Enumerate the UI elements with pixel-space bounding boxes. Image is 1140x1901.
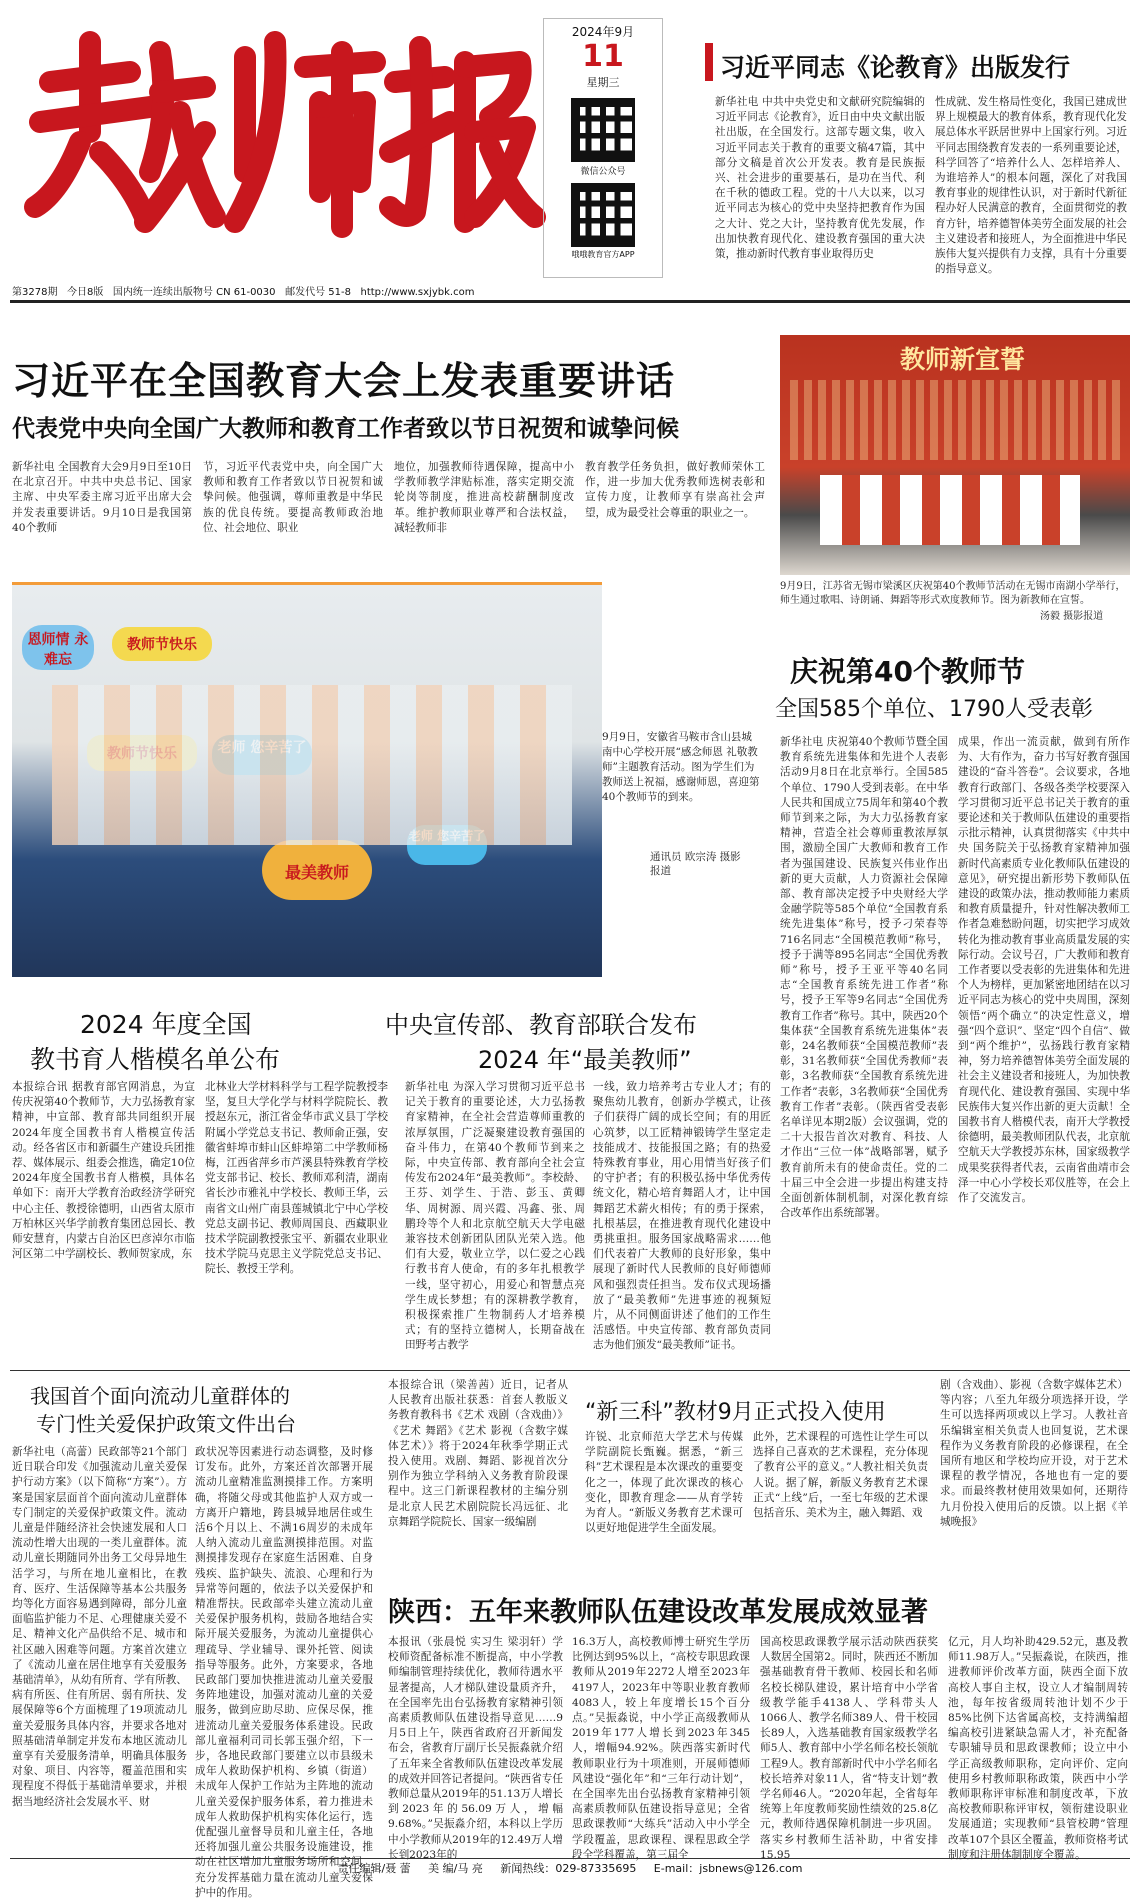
- students-credit: 通讯员 欧宗涛 摄影报道: [650, 851, 741, 877]
- oath-credit: 汤毅 摄影报道: [1040, 611, 1104, 622]
- oath-banner-text: 教师新宣誓: [900, 345, 1026, 374]
- oath-teachers: [820, 475, 1080, 545]
- issue-day: 11: [582, 39, 624, 74]
- postal-code: 邮发代号 51-8: [285, 287, 351, 298]
- wechat-qr-icon[interactable]: [571, 98, 635, 162]
- festival-col2: 成果，作出一流贡献，做到有所作为、大有作为，奋力书写好教育强国建设的“奋斗答卷”。会议要求，各地教育行政部门、各级各类学校要深入学习贯彻习近平总书记关于教育的重要论述和关于教师队伍建设的重要指示批示精神，认真贯彻落实《中共中央 国务院关于弘扬教育家精神加强新时代高素质专业化教师队伍建设的意见》，研究提出新形势下教师队伍建设的政策办法，推动教师能力素质和教育质量提升，针对性解决教师工作者急难愁盼问题，切实把学习成效转化为推动教育事业高质量发展的实际行动。会议号召，广大教师和教育工作者要以受表彰的先进集体和先进个人为榜样，更加紧密地团结在以习近平同志为核心的党中央周围，深刻领悟“两个确立”的决定性意义，增强“四个意识”、坚定“四个自信”、做到“两个维护”，弘扬践行教育家精神，努力培养德智体美劳全面发展的社会主义建设者和接班人，为加快教育现代化、建设教育强国、实现中华民族伟大复兴作出新的更大贡献！全国教书育人楷模代表，南开大学教授徐德明，最美教师团队代表，北京航空航天大学教授苏东林，国家级教学成果奖获得者代表，云南省曲靖市会泽一中心小学校长邓仪胜等，在会上作了交流发言。: [958, 736, 1130, 1205]
- sign-1: 恩师情 永难忘: [22, 625, 94, 670]
- top-story-col2: 性成就、发生格局性变化，我国已建成世界上规模最大的教育体系，教育现代化发展总体水平跃居世界中上国家行列。习近平同志围绕教育发表的一系列重要论述，科学回答了“培养什么人、怎样培养人、为谁培养人”的根本问题，深化了对我国教育事业的规律性认识，对于新时代新征程办好人民满意的教育，全面贯彻党的教育方针，培养德智体美劳全面发展的社会主义建设者和接班人，为全面推进中华民族伟大复兴提供有力支撑，具有十分重要的指导意义。: [935, 96, 1127, 276]
- students-caption: 9月9日，安徽省马鞍市含山县城南中心学校开展“感念师恩 礼敬教师”主题教育活动。图为学生们为教师送上祝福，感谢师恩，喜迎第40个教师节的到来。: [602, 731, 760, 803]
- model-title-2: 教书育人楷模名单公布: [30, 1045, 281, 1074]
- title-marker: [705, 43, 713, 81]
- lead-col4: 教育教学任务负担，做好教师荣休工作，进一步加大优秀教师选树表彰和宣传力度，让教师享有崇高社会声望，成为最受社会尊重的职业之一。: [585, 461, 765, 519]
- lead-subtitle: 代表党中央向全国广大教师和教育工作者致以节日祝贺和诚挚问候: [12, 416, 679, 442]
- model-col1: 本报综合讯 据教育部官网消息，为宣传庆祝第40个教师节，大力弘扬教育家精神，中宣部、教育部共同组织开展2024年度全国教书育人楷模宣传活动。经各省区市和新疆生产建设兵团推荐、媒体展示、组委会推选，确定10位2024年度全国教书育人楷模，具体名单如下：南开大学教育治政经济学研究中心主任、教授徐德明，山西省太原市万柏林区兴华学前教育集团总园长、教师安慧育，内蒙古自治区巴彦淖尔市临河区第二中学副校长、教师贺家成，东: [12, 1081, 195, 1261]
- shaanxi-col4: 亿元，月人均补助429.52元，惠及教师11.98万人。”吴振淼说，在陕西，推进教师评价改革方面，陕西全面下放高校人事自主权，设立人才编制周转池，每年按省级周转池计划不少于85%比例下达省属高校，支持满编超编高校引进紧缺急需人才，补充配备专职辅导员和思政课教师；设立中小学正高级教师职称，定向评价、定向使用乡村教师职称政策，陕西中小学教师职称评审标准和制度改革，下放高校教师职称评审权，领衔建设职业发展通道；实现教师“县管校聘”管理改革107个县区全覆盖，教师资格考试制度和注册体制制度全覆盖。: [948, 1636, 1128, 1861]
- model-col2: 北林业大学材料科学与工程学院教授李坚，复旦大学化学与材料学院院长、教授赵东元，浙江省金华市武义县丁学校附属小学党总支书记、教师俞正强，安徽省蚌埠市蚌山区蚌埠第二中学教师杨梅，江西省萍乡市芦溪县特殊教育学校党支部书记、校长、教师邓利清，湖南省长沙市雅礼中学校长、教师王华，云南省文山州广南县莲城镇北宁中心学校党总支副书记、教师周国良、西藏职业技术学院副教授张宝平、新疆农业职业技术学院马克思主义学院党总支书记、院长、教授王学利。: [205, 1081, 388, 1276]
- children-col2: 政状况等因素进行动态调整，及时修订发布。此外，方案还首次部署开展流动儿童精准监测摸排工作。方案明确，将随父母或其他监护人双方或一方离开户籍地，跨县城异地居住或生活6个月以上、不满16周岁的未成年人纳入流动儿童监测摸排范围。对监测摸排发现存在家庭生活困难、自身残疾、监护缺失、流浪、心理和行为异常等问题的，依法予以关爱保护和精准帮扶。民政部牵头建立流动儿童关爱保护服务机构，鼓励各地结合实际开展关爱服务，为流动儿童提供心理疏导、学业辅导、课外托管、阅读指导等服务。此外，方案要求，各地民政部门要加快推进流动儿童关爱服务阵地建设，加强对流动儿童的关爱服务，做到应助尽助、应保尽保，推进流动儿童关爱服务体系建设。民政部儿童福利司司长郭玉强介绍，下一步，各地民政部门要建立以市县级未成年人救助保护机构、乡镇（街道）未成年人保护工作站为主阵地的流动儿童关爱保护服务体系，着力推进未成年人救助保护机构实体化运行，选优配强儿童督导员和儿童主任，各地还将加强儿童公共服务设施建设，推动在社区增加儿童服务场所和空间，充分发挥基础力量在流动儿童关爱保护中的作用。: [195, 1446, 373, 1899]
- lead-title: 习近平在全国教育大会上发表重要讲话: [12, 359, 676, 403]
- issue-date: 2024年9月: [571, 25, 635, 39]
- best-title-1: 中央宣传部、教育部联合发布: [385, 1011, 697, 1039]
- sanke-col1: 本报综合讯（梁善茜）近日，记者从人民教育出版社获悉：首套人教版义务教育教科书《艺术 戏剧（含戏曲）》《艺术 舞蹈》《艺术 影视（含数字媒体艺术）》将于2024年秋季学期正式投入使用。戏剧、舞蹈、影视首次分别作为独立学科纳入义务教育阶段课程中。这三门新课程教材的主编分别是北京人民艺术剧院院长冯远征、北京舞蹈学院院长、国家一级编剧: [388, 1379, 568, 1528]
- best-col1: 新华社电 为深入学习贯彻习近平总书记关于教育的重要论述，大力弘扬教育家精神，在全社会营造尊师重教的浓厚氛围，广泛凝聚建设教育强国的奋斗伟力，在第40个教师节到来之际，中央宣传部、教育部向全社会宣传发布2024年“最美教师”。李校龄、王芬、刘学生、于浩、彭玉、黄卿华、周树源、周兴霞、冯鑫、张、周鹏玲等个人和北京航空航天大学电磁兼容技术创新团队团队光荣入选。他们有大爱，敬业立学，以仁爱之心践行教书育人使命，有的多年扎根教学一线，坚守初心，用爱心和智慧点亮学生成长梦想；有的深耕教学教育，积极探索推广生物制药人才培养模式；有的坚持立德树人，长期奋战在田野考古教学: [405, 1081, 585, 1352]
- festival-col1: 新华社电 庆祝第40个教师节暨全国教育系统先进集体和先进个人表彰活动9月8日在北京举行。全国585个单位、1790人受到表彰。在中华人民共和国成立75周年和第40个教师节到来之际，为大力弘扬教育家精神，营造全社会尊师重教浓厚氛围，激励全国广大教师和教育工作者为强国建设、民族复兴伟业作出新的更大贡献，人力资源社会保障部、教育部决定授予中央财经大学金融学院等585个单位“全国教育系统先进集体”称号，授予刁荣春等716名同志“全国模范教师”称号，授予于满等895名同志“全国优秀教师”称号，授予王亚平等40名同志“全国教育系统先进工作者”称号，授予王军等9名同志“全国优秀教育工作者”称号。其中，陕西20个集体获“全国教育系统先进集体”表彰，24名教师获“全国模范教师”表彰，31名教师获“全国优秀教师”表彰，3名教师获“全国教育系统先进工作者”表彰，3名教师获“全国优秀教育工作者”表彰。（陕西省受表彰名单详见本期2版）会议强调，党的二十大报告首次对教育、科技、人才作出“三位一体”战略部署，赋予教育前所未有的使命责任。党的二十届三中全会进一步提出构建支持全面创新体制机制，对深化教育综合改革作出系统部署。: [780, 736, 948, 1220]
- page-count: 今日8版: [67, 287, 104, 298]
- footer-designer: 美 编/马 亮: [428, 1862, 483, 1875]
- sanke-title: “新三科”教材9月正式投入使用: [585, 1400, 886, 1425]
- shaanxi-title: 陕西：五年来教师队伍建设改革发展成效显著: [388, 1597, 928, 1628]
- top-story-col1: 新华社电 中共中央党史和文献研究院编辑的习近平同志《论教育》，近日由中央文献出版社出版，在全国发行。这部专题文集，收入习近平同志关于教育的重要文稿47篇，其中部分文稿是首次公开发表。教育是民族振兴、社会进步的重要基石，是功在当代、利在千秋的德政工程。党的十八大以来，以习近平同志为核心的党中央坚持把教育作为国之大计、党之大计，坚持教育优先发展，作出加快教育现代化、建设教育强国的重大决策，推动新时代教育事业取得历史: [715, 96, 925, 261]
- issue-line: [12, 283, 542, 298]
- shaanxi-col3: 国高校思政课教学展示活动陕西获奖人数居全国第2。同时，陕西还不断加强基础教育骨干教师、校园长和名师名校长梯队建设，累计培育中小学省级教学能手4138人、学科带头人1066人、教学名师389人、骨干校园长89人，入选基础教育国家级教学名师5人、教育部中小学名师名校长领航工程9人。教育部新时代中小学名师名校长培养对象11人，省“特支计划”教学名师46人。“2020年起，全省每年统筹上年度教师奖励性绩效的25.8亿元，教师待遇保障机制进一步巩固。落实乡村教师生活补助，中省安排15.95: [760, 1636, 938, 1861]
- children-col1: 新华社电（高蕾）民政部等21个部门近日联合印发《加强流动儿童关爱保护行动方案》（以下简称“方案”）。方案是国家层面首个面向流动儿童群体专门制定的关爱保护政策文件。流动儿童是伴随经济社会快速发展和人口流动性增大出现的一类儿童群体。流动儿童长期随同外出务工父母异地生活学习，与所在地儿童相比，在教育、医疗、生活保障等基本公共服务均等化方面容易遇到障碍，部分儿童面临监护能力不足、心理健康关爱不足、精神文化产品供给不足、城市和社区融入困难等问题。方案首次建立了《流动儿童在居住地享有关爱服务基础清单》，从幼有所育、学有所教、病有所医、住有所居、弱有所扶、发展保障等6个方面梳理了19项流动儿童关爱服务具体内容，并要求各地对照基础清单制定并发布本地区流动儿童享有关爱服务清单，明确具体服务对象、项目、内容等，覆盖范围和实现程度不得低于基础清单要求，并根据当地经济社会发展水平、财: [12, 1446, 187, 1808]
- shaanxi-col2: 16.3万人，高校教师博士研究生学历比例达到95%以上，“高校专职思政课教师从2019年2272人增至2023年4197人，2023年中等职业教育教师4083人，较上年度增长15个百分点。”吴振淼说，中小学正高级教师从2019年177人增长到2023年345人，增幅94.92%。陕西落实新时代教师职业行为十项准则，开展师德师风建设“强化年”和“三年行动计划”，在全国率先出台弘扬教育家精神引领高素质教师队伍建设指导意见；全省思政课教师“大练兵”活动入中小学全学段覆盖，思政课程、课程思政全学段全学科覆盖，第三届全: [572, 1636, 750, 1861]
- children-title-1: 我国首个面向流动儿童群体的: [30, 1384, 290, 1408]
- students-photo: [12, 582, 602, 977]
- app-qr-label: 哦哦教育官方APP: [571, 250, 635, 259]
- masthead-calligraphy: [20, 22, 540, 232]
- oath-caption: 9月9日，江苏省无锡市梁溪区庆祝第40个教师节活动在无锡市南湖小学举行，师生通过歌唱、诗朗诵、舞蹈等形式欢度教师节。图为新教师在宣誓。: [780, 581, 1126, 606]
- sanke-col2: 许锐、北京师范大学艺术与传媒学院副院长甄巍。据悉，“新三科”艺术课程是本次课改的重要变化之一，体现了此次课改的核心变化，即教育理念——从育学转为育人。“新版义务教育艺术课可以更好地促进学生全面发展。: [585, 1431, 743, 1535]
- children-title-2: 专门性关爱保护政策文件出台: [36, 1412, 296, 1436]
- cn-number: 国内统一连续出版物号 CN 61-0030: [112, 287, 276, 298]
- website-link[interactable]: http://www.sxjybk.com: [360, 287, 475, 298]
- sanke-col3: 此外，艺术课程的可选性让学生可以选择自己喜欢的艺术课程，充分体现了教育公平的意义。”人教社相关负责人说。据了解，新版义务教育艺术课正式“上线”后，一至七年级的艺术课包括音乐、美术为主，融入舞蹈、戏: [753, 1431, 928, 1520]
- students-faces: [52, 685, 572, 845]
- masthead-logo: [20, 22, 540, 232]
- shaanxi-col1: 本报讯（张晨悦 实习生 梁羽轩）学校师资配备标准不断提高，中小学教师编制管理持续优化，教师待遇水平显著提高，人才梯队建设量质齐升，在全国率先出台弘扬教育家精神引领高素质教师队伍建设指导意见……9月5日上午，陕西省政府召开新闻发布会，省教育厅副厅长吴振淼就介绍了五年来全省教师队伍建设改革发展的成效并回答记者提问。“陕西省专任教师总量从2019年的51.13万人增长到2023年的56.09万人，增幅9.68%。”吴振淼介绍，本科以上学历中小学教师从2019年的12.49万人增长到2023年的: [388, 1636, 563, 1861]
- section-rule-1: [10, 1370, 1130, 1371]
- lead-col3: 地位，加强教师待遇保障，提高中小学教师教学津贴标准，落实定期交流轮岗等制度，推进高校薪酬制度改革。维护教师职业尊严和合法权益，减轻教师非: [394, 461, 574, 534]
- app-qr-icon[interactable]: [571, 183, 635, 247]
- footer-editor: 责任编辑/聂 蕾: [337, 1862, 411, 1875]
- issue-weekday: 星期三: [586, 76, 620, 89]
- sanke-col4: 剧（含戏曲）、影视（含数字媒体艺术）等内容；八至九年级分项选择开设，学生可以选择两项或以上学习。人教社音乐编辑室相关负责人也回复说，艺术课程作为义务教育阶段的必修课程，在全国所有地区和学校均应开设，对于艺术课程的教学情况，各地也有一定的要求。而最终教材使用效果如何，还期待九月份投入使用后的反馈。以上据《羊城晚报》: [940, 1379, 1128, 1528]
- oath-photo: [780, 335, 1130, 575]
- wechat-qr-label: 微信公众号: [580, 167, 626, 177]
- date-box: [543, 18, 663, 278]
- festival-subtitle: 全国585个单位、1790人受表彰: [775, 697, 1093, 722]
- top-story-title: 习近平同志《论教育》出版发行: [720, 53, 1071, 82]
- model-title-1: 2024 年度全国: [80, 1010, 252, 1039]
- lead-col2: 节，习近平代表党中央，向全国广大教师和教育工作者致以节日祝贺和诚挚问候。他强调，尊师重教是中华民族的优良传统。要提高教师政治地位、社会地位、职业: [203, 461, 383, 534]
- header-rule: [10, 300, 1130, 303]
- issue-number: 第3278期: [12, 287, 58, 298]
- lead-col1: 新华社电 全国教育大会9月9日至10日在北京召开。中共中央总书记、国家主席、中央军委主席习近平出席大会并发表重要讲话。9月10日是我国第40个教师: [12, 461, 192, 534]
- best-col2: 一线，致力培养考古专业人才；有的聚焦幼儿教育，创新办学模式，让孩子们获得广阔的成长空间；有的用匠心筑梦，以工匠精神锻铸学生坚定走技能成才、技能报国之路；有的热爱特殊教育事业，用心用情当好孩子们的守护者；有的积极弘扬中华优秀传统文化，精心培育舞蹈人才，让中国舞蹈艺术薪火相传；有的勇于探索，扎根基层，在推进教育现代化建设中勇挑重担。服务国家战略需求……他们代表着广大教师的良好形象，集中展现了新时代人民教师的良好师德师风和强烈责任担当。发布仪式现场播放了“最美教师”先进事迹的视频短片，从不同侧面讲述了他们的工作生活感悟。中央宣传部、教育部负责同志为他们颁发“最美教师”证书。: [593, 1081, 771, 1352]
- oath-banner-words: [790, 380, 1120, 460]
- sign-5: 最美教师: [262, 840, 372, 900]
- footer-hotline: 新闻热线：029-87335695: [500, 1862, 637, 1875]
- festival-title: 庆祝第40个教师节: [790, 655, 1025, 688]
- footer: [0, 1860, 1140, 1886]
- sign-2: 教师节快乐: [112, 627, 212, 661]
- best-title-2: 2024 年“最美教师”: [478, 1046, 692, 1074]
- footer-email[interactable]: E-mail：jsbnews@126.com: [653, 1862, 803, 1875]
- footer-rule: [10, 1858, 1130, 1859]
